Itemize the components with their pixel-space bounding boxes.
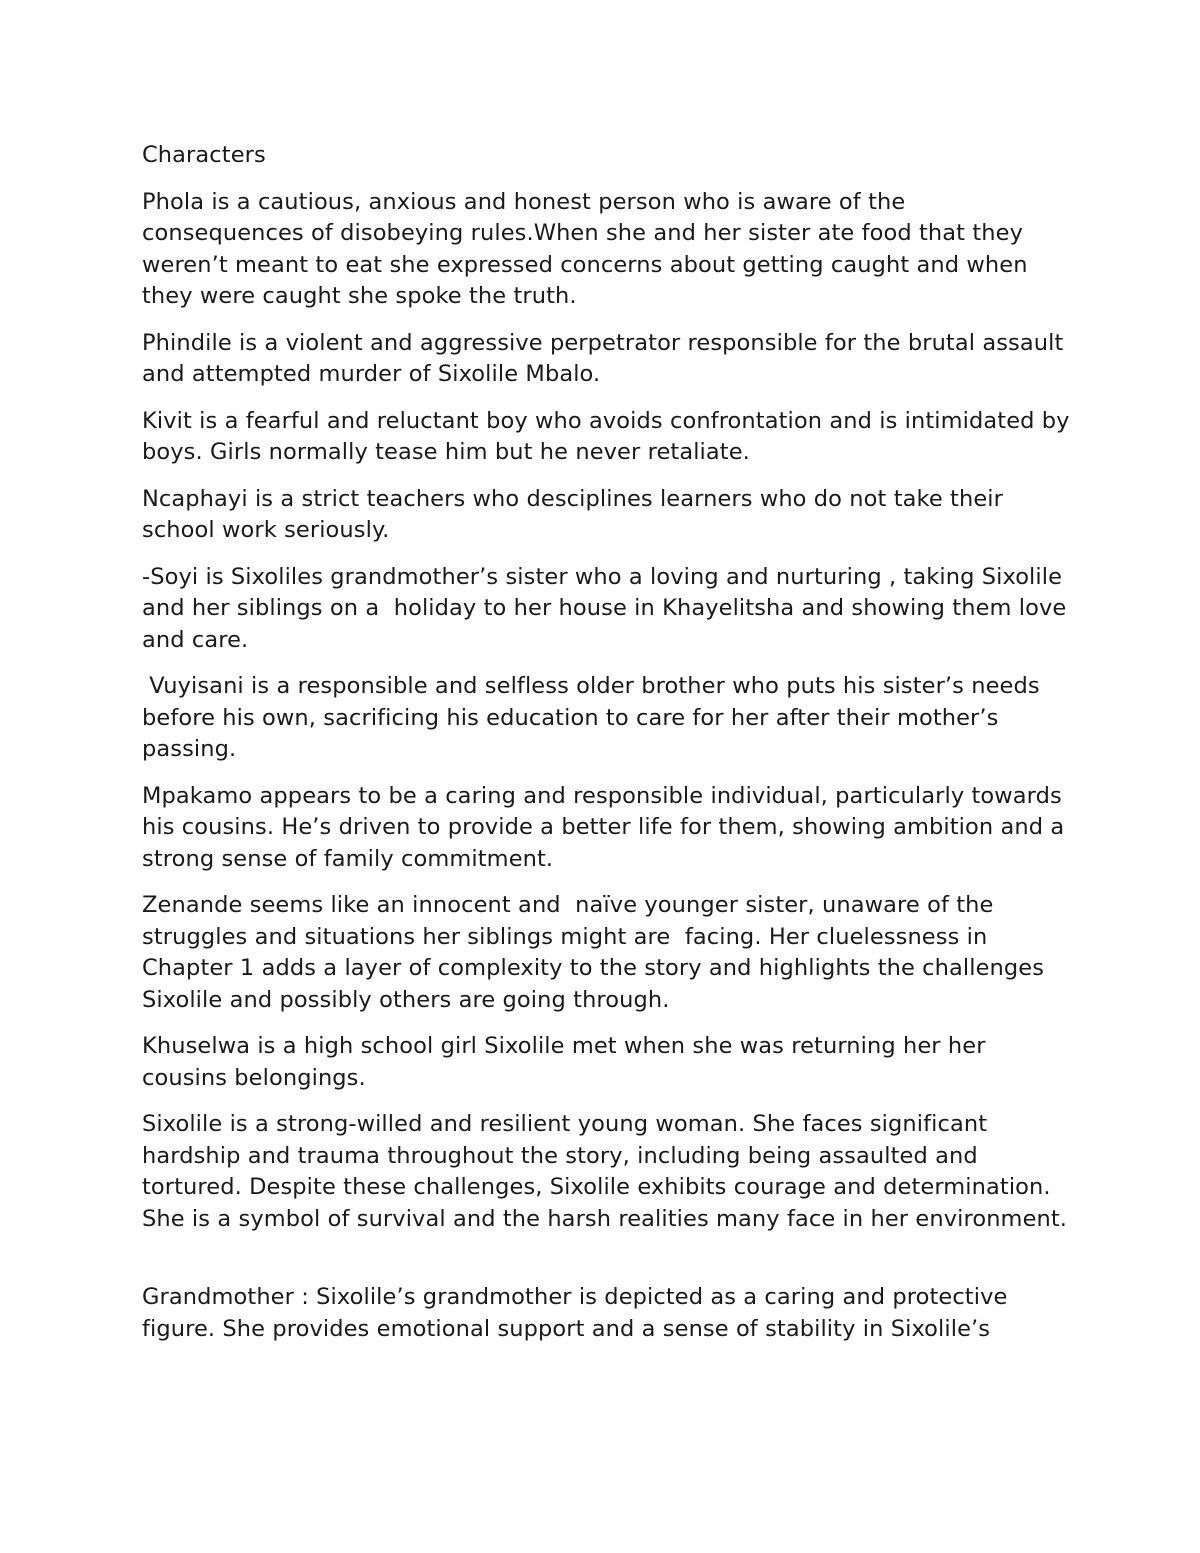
- paragraph-mpakamo: Mpakamo appears to be a caring and responsible individual, particularly towards his cousins. He’s driven to provide a better life for them, showing ambition and a strong sense of family commitment.: [142, 782, 1072, 872]
- paragraph-kivit: Kivit is a fearful and reluctant boy who avoids confrontation and is intimidated by boys. Girls normally tease him but he never retaliate.: [142, 407, 1077, 465]
- paragraph-phola: Phola is a cautious, anxious and honest person who is aware of the consequences of disobeying rules.When she and her sister ate food that they weren’t meant to eat she expressed concerns about getting caught and when they were caught she spoke the truth.: [142, 188, 1035, 309]
- paragraph-vuyisani: Vuyisani is a responsible and selfless older brother who puts his sister’s needs before his own, sacrificing his education to care for her after their mother’s passing.: [142, 673, 1047, 762]
- paragraph-phindile: Phindile is a violent and aggressive perpetrator responsible for the brutal assault and attempted murder of Sixolile Mbalo.: [142, 329, 1071, 387]
- paragraph-zenande: Zenande seems like an innocent and naïve younger sister, unaware of the struggles and situations her siblings might are facing. Her cluelessness in Chapter 1 adds a layer of complexity to the story and highlights the challenges Sixolile and possibly others are going through.: [142, 892, 1052, 1013]
- paragraph-soyi: -Soyi is Sixoliles grandmother’s sister who a loving and nurturing , taking Sixolile and her siblings on a holiday to her house in Khayelitsha and showing them love and care.: [142, 563, 1074, 653]
- paragraph-khuselwa: Khuselwa is a high school girl Sixolile met when she was returning her her cousins belongings.: [142, 1033, 993, 1091]
- paragraph-grandmother: Grandmother : Sixolile’s grandmother is depicted as a caring and protective figure. She provides emotional support and a sense of stability in Sixolile’s: [142, 1284, 1015, 1342]
- paragraph-ncaphayi: Ncaphayi is a strict teachers who desciplines learners who do not take their school work seriously.: [142, 485, 1011, 543]
- document-heading: Characters: [142, 142, 266, 168]
- paragraph-sixolile: Sixolile is a strong-willed and resilient young woman. She faces significant hardship and trauma throughout the story, including being assaulted and tortured. Despite these challenges, Sixolile exhibits courage and determination. She is a symbol of survival and the harsh realities many face in her environment.: [142, 1111, 1068, 1232]
- document-body: [142, 140, 1077, 1360]
